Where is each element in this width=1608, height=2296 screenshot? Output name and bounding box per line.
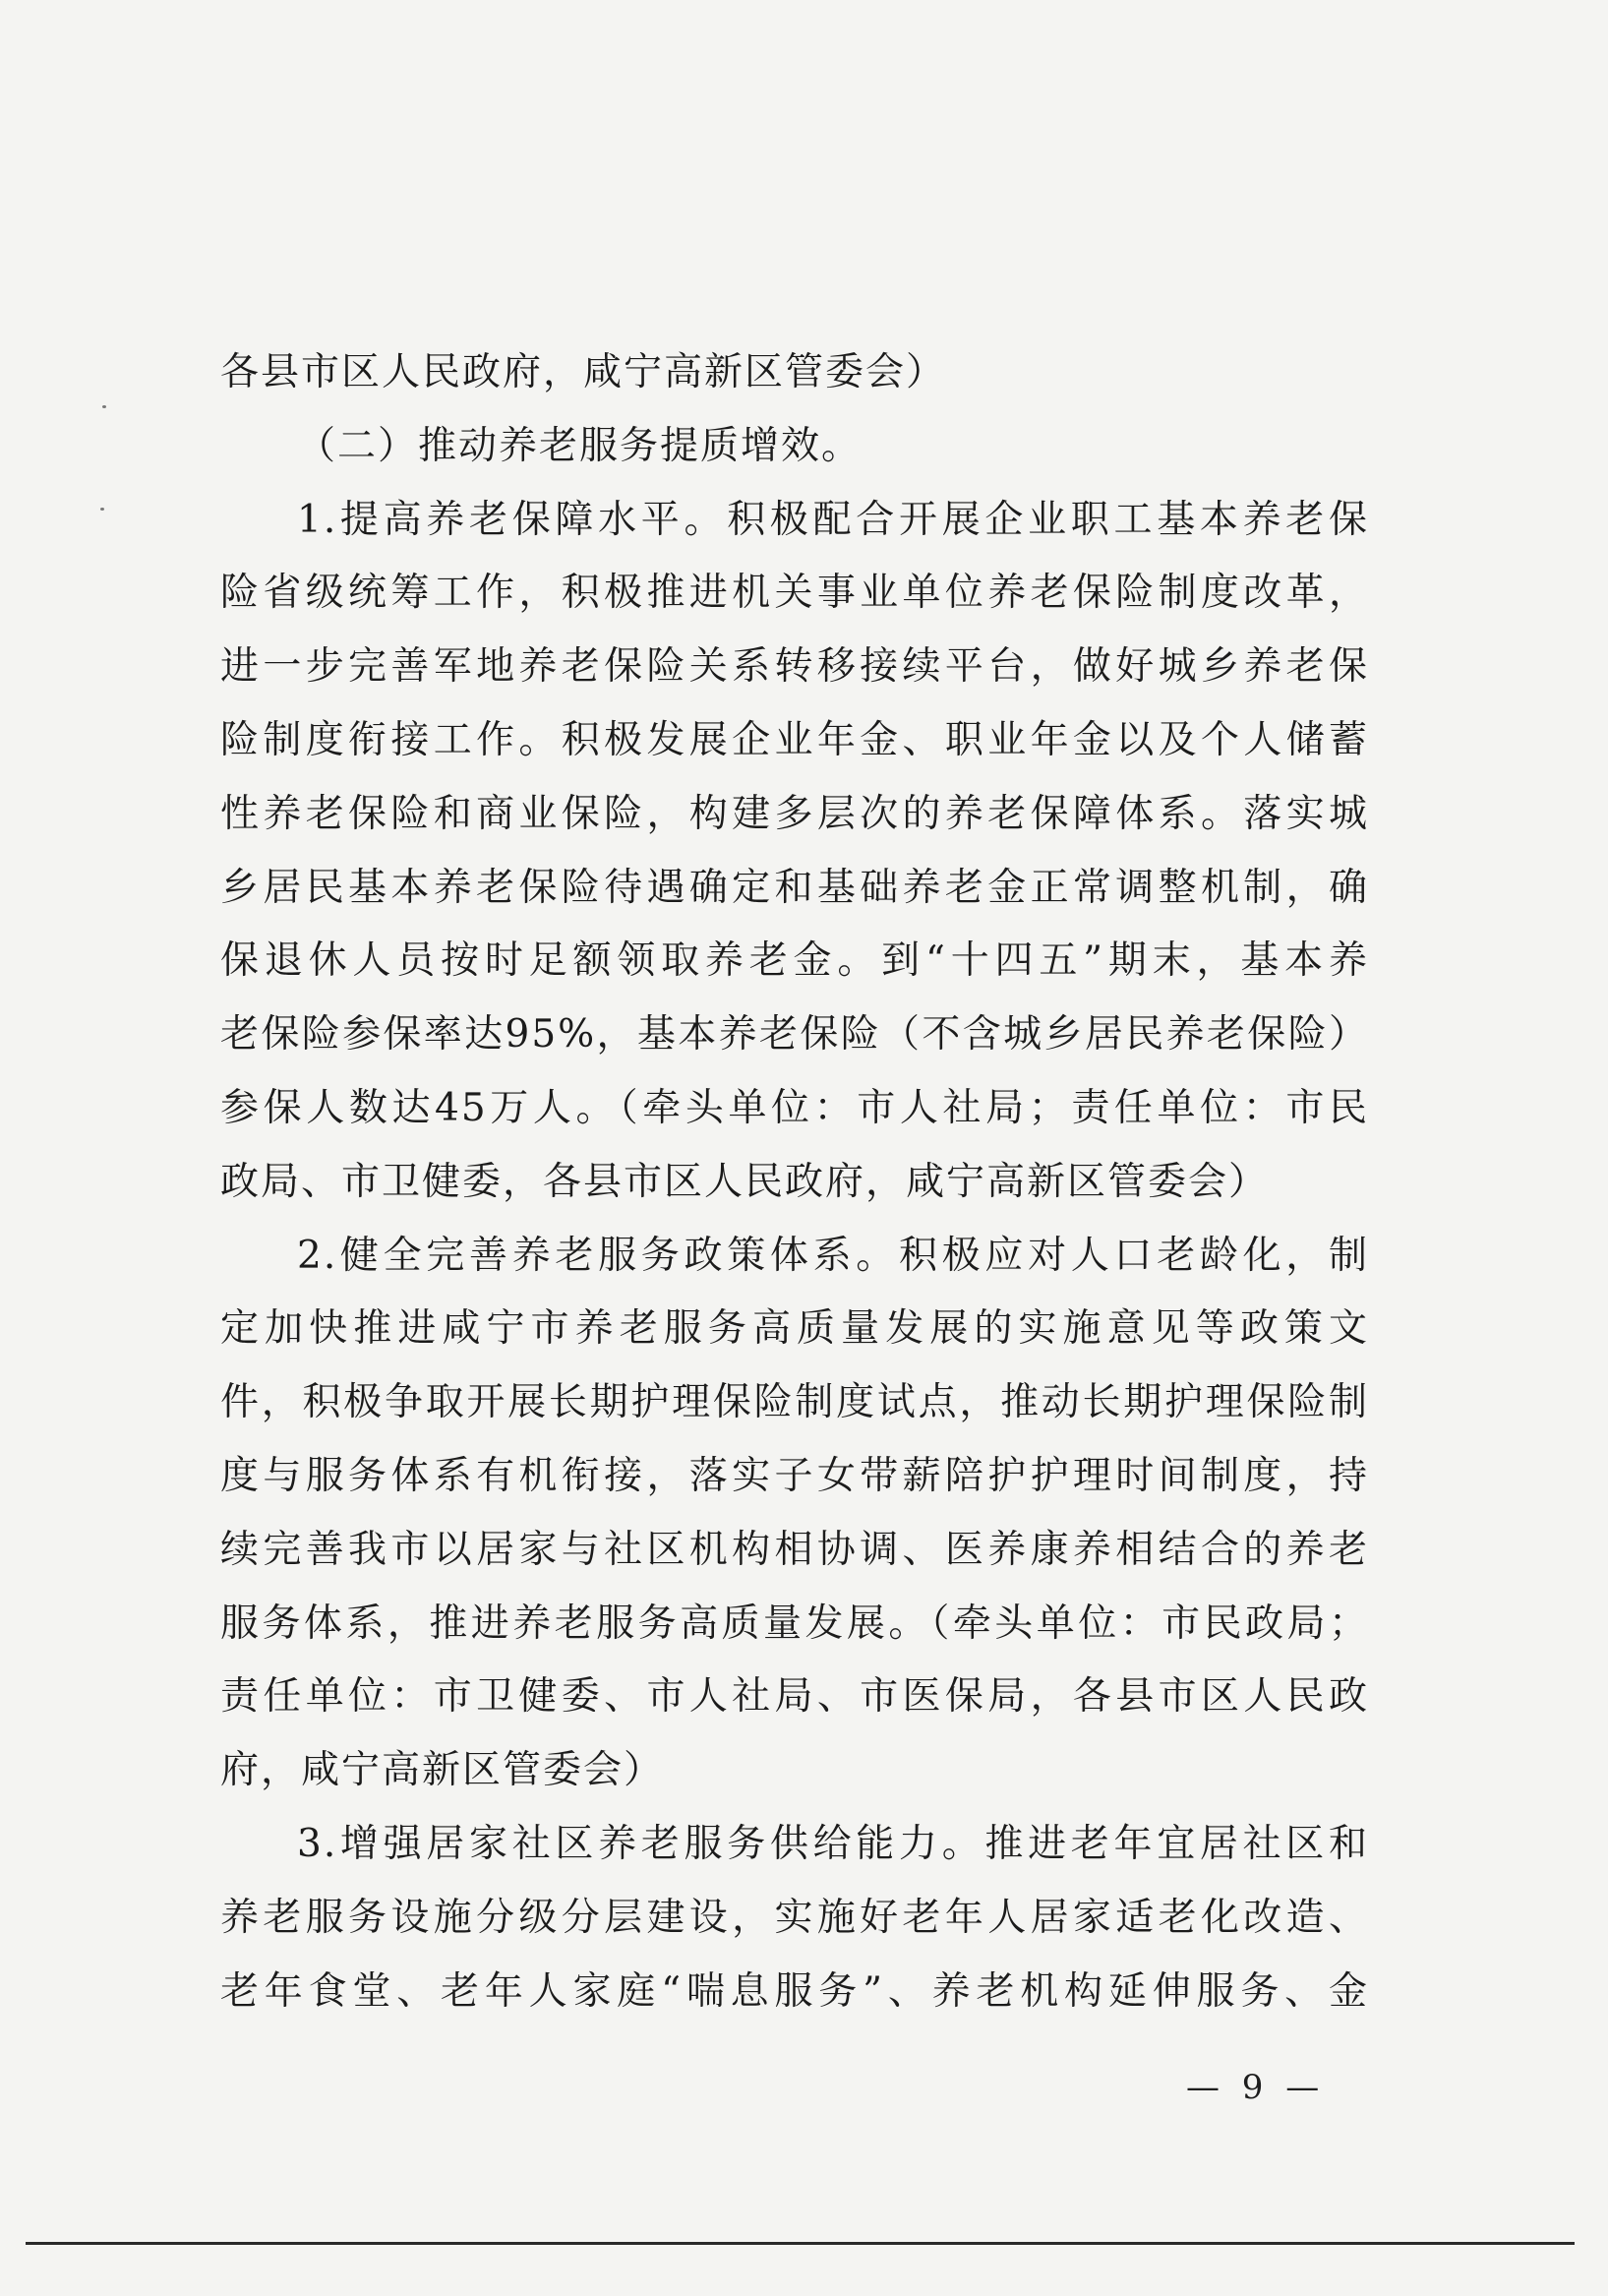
paragraph-3-line: 3.增强居家社区养老服务供给能力。推进老年宜居社区和 — [297, 1821, 1369, 1866]
paragraph-2-line: 服务体系，推进养老服务高质量发展。（牵头单位：市民政局； — [220, 1601, 1369, 1646]
paragraph-1-line: 老保险参保率达95%，基本养老保险（不含城乡居民养老保险） — [220, 1012, 1369, 1057]
scan-speck — [100, 508, 104, 511]
paragraph-2-line: 府，咸宁高新区管委会） — [220, 1748, 665, 1793]
paragraph-3-line: 养老服务设施分级分层建设，实施好老年人居家适老化改造、 — [220, 1895, 1369, 1940]
paragraph-1-line: 乡居民基本养老保险待遇确定和基础养老金正常调整机制，确 — [220, 865, 1369, 910]
paragraph-1-line: 险制度衔接工作。积极发展企业年金、职业年金以及个人储蓄 — [220, 717, 1369, 762]
section-heading: （二）推动养老服务提质增效。 — [297, 423, 863, 468]
paragraph-1-line: 政局、市卫健委，各县市区人民政府，咸宁高新区管委会） — [220, 1159, 1270, 1204]
paragraph-2-line: 度与服务体系有机衔接，落实子女带薪陪护护理时间制度，持 — [220, 1453, 1369, 1498]
page-number: — 9 — — [1186, 2068, 1326, 2107]
paragraph-2-line: 续完善我市以居家与社区机构相协调、医养康养相结合的养老 — [220, 1527, 1369, 1572]
paragraph-1-line: 进一步完善军地养老保险关系转移接续平台，做好城乡养老保 — [220, 644, 1369, 690]
paragraph-3-line: 老年食堂、老年人家庭“喘息服务”、养老机构延伸服务、金 — [220, 1968, 1369, 2014]
paragraph-2-line: 责任单位：市卫健委、市人社局、市医保局，各县市区人民政 — [220, 1674, 1369, 1720]
paragraph-2-line: 件，积极争取开展长期护理保险制度试点，推动长期护理保险制 — [220, 1380, 1369, 1425]
paragraph-1-line: 1.提高养老保障水平。积极配合开展企业职工基本养老保 — [297, 497, 1369, 542]
paragraph-2-line: 2.健全完善养老服务政策体系。积极应对人口老龄化，制 — [297, 1233, 1369, 1278]
paragraph-1-line: 参保人数达45万人。（牵头单位：市人社局；责任单位：市民 — [220, 1085, 1369, 1130]
paragraph-1-line: 性养老保险和商业保险，构建多层次的养老保障体系。落实城 — [220, 791, 1369, 836]
paragraph-1-line: 险省级统筹工作，积极推进机关事业单位养老保险制度改革， — [220, 571, 1369, 616]
paragraph-1-line: 保退休人员按时足额领取养老金。到“十四五”期末，基本养 — [220, 938, 1369, 984]
bottom-rule — [26, 2242, 1575, 2245]
text-line: 各县市区人民政府，咸宁高新区管委会） — [220, 350, 947, 394]
paragraph-2-line: 定加快推进咸宁市养老服务高质量发展的实施意见等政策文 — [220, 1306, 1369, 1352]
scan-speck — [102, 405, 106, 408]
body-text — [220, 336, 1369, 2028]
